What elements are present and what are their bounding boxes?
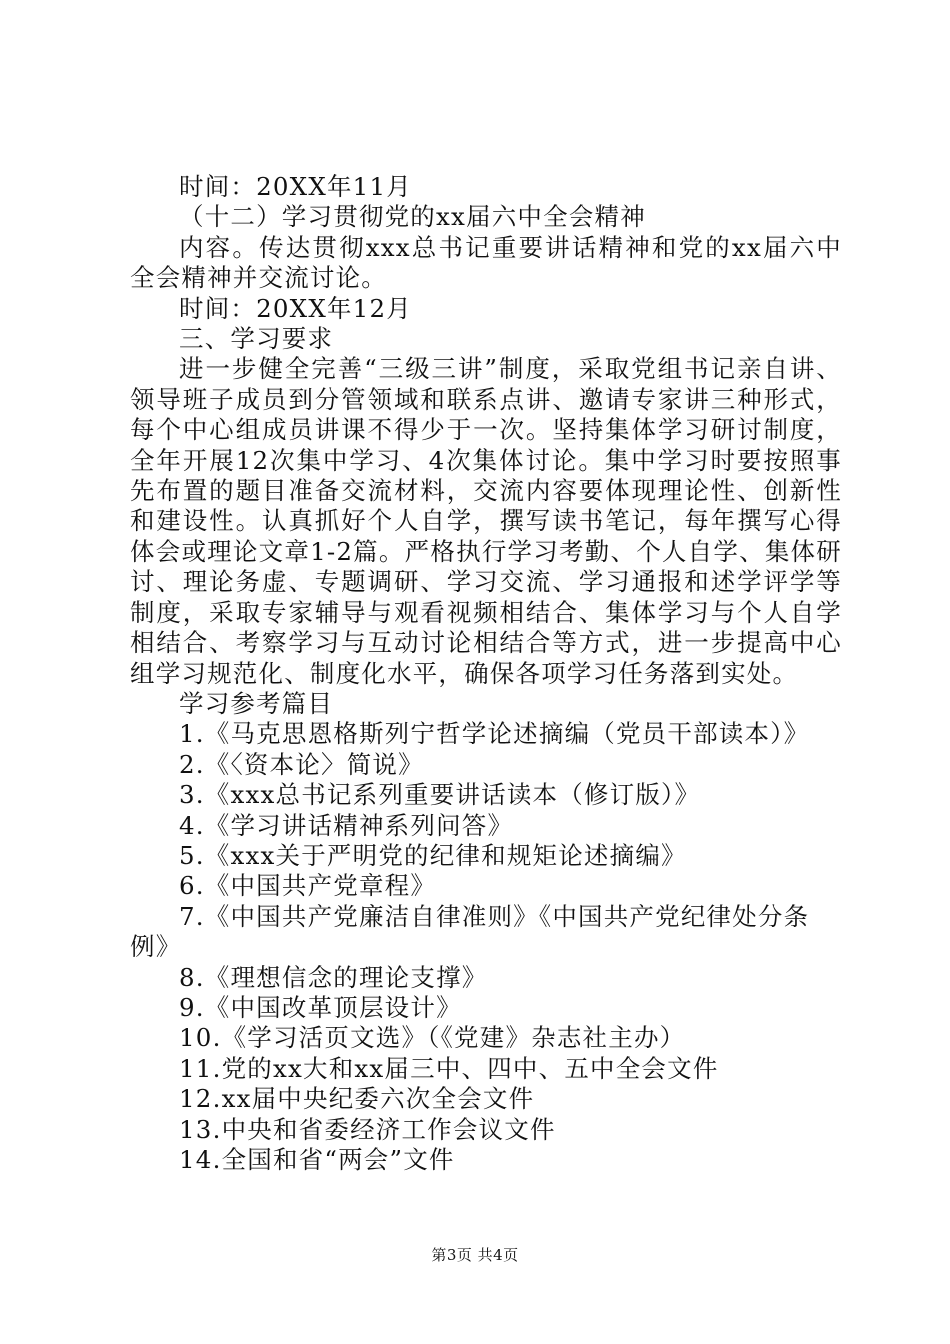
reference-item: 8.《理想信念的理论支撑》 (179, 962, 488, 992)
reference-item: 3.《xxx总书记系列重要讲话读本（修订版）》 (179, 780, 701, 810)
reference-item: 2.《〈资本论〉简说》 (179, 749, 424, 779)
reference-item: 6.《中国共产党章程》 (179, 871, 437, 901)
section-twelve-heading: （十二）学习贯彻党的xx届六中全会精神 (179, 202, 646, 232)
study-requirements-paragraph: 进一步健全完善“三级三讲”制度，采取党组书记亲自讲、领导班子成员到分管领域和联系点讲、邀请专家讲三种形式，每个中心组成员讲课不得少于一次。坚持集体学习研讨制度，全年开展12次集中学习、4次集体讨论。集中学习时要按照事先布置的题目准备交流材料，交流内容要体现理论性、创新性和建设性。认真抓好个人自学，撰写读书笔记，每年撰写心得体会或理论文章1-2篇。严格执行学习考勤、个人自学、集体研讨、理论务虚、专题调研、学习交流、学习通报和述学评学等制度，采取专家辅导与观看视频相结合、集体学习与个人自学相结合、考察学习与互动讨论相结合等方式，进一步提高中心组学习规范化、制度化水平，确保各项学习任务落到实处。 (130, 354, 842, 688)
reference-item: 1.《马克思恩格斯列宁哲学论述摘编（党员干部读本）》 (179, 719, 810, 749)
content-paragraph: 内容。传达贯彻xxx总书记重要讲话精神和党的xx届六中全会精神并交流讨论。 (130, 232, 842, 293)
reference-list-heading: 学习参考篇目 (179, 688, 334, 718)
reference-item: 14.全国和省“两会”文件 (179, 1145, 455, 1174)
reference-item: 12.xx届中央纪委六次全会文件 (179, 1084, 535, 1114)
reference-item: 4.《学习讲话精神系列问答》 (179, 810, 514, 840)
document-body (130, 172, 842, 1175)
reference-item: 10.《学习活页文选》（《党建》杂志社主办） (179, 1023, 686, 1053)
study-requirements-heading: 三、学习要求 (179, 324, 334, 354)
time-line-december: 时间：20XX年12月 (179, 293, 412, 323)
reference-item: 7.《中国共产党廉洁自律准则》《中国共产党纪律处分条例》 (130, 901, 810, 962)
reference-item: 11.党的xx大和xx届三中、四中、五中全会文件 (179, 1053, 719, 1083)
reference-item: 13.中央和省委经济工作会议文件 (179, 1114, 556, 1144)
time-line-november: 时间：20XX年11月 (179, 172, 412, 201)
reference-item: 5.《xxx关于严明党的纪律和规矩论述摘编》 (179, 840, 687, 870)
page-number-footer: 第3页 共4页 (431, 1246, 519, 1264)
reference-item: 9.《中国改革顶层设计》 (179, 992, 462, 1022)
